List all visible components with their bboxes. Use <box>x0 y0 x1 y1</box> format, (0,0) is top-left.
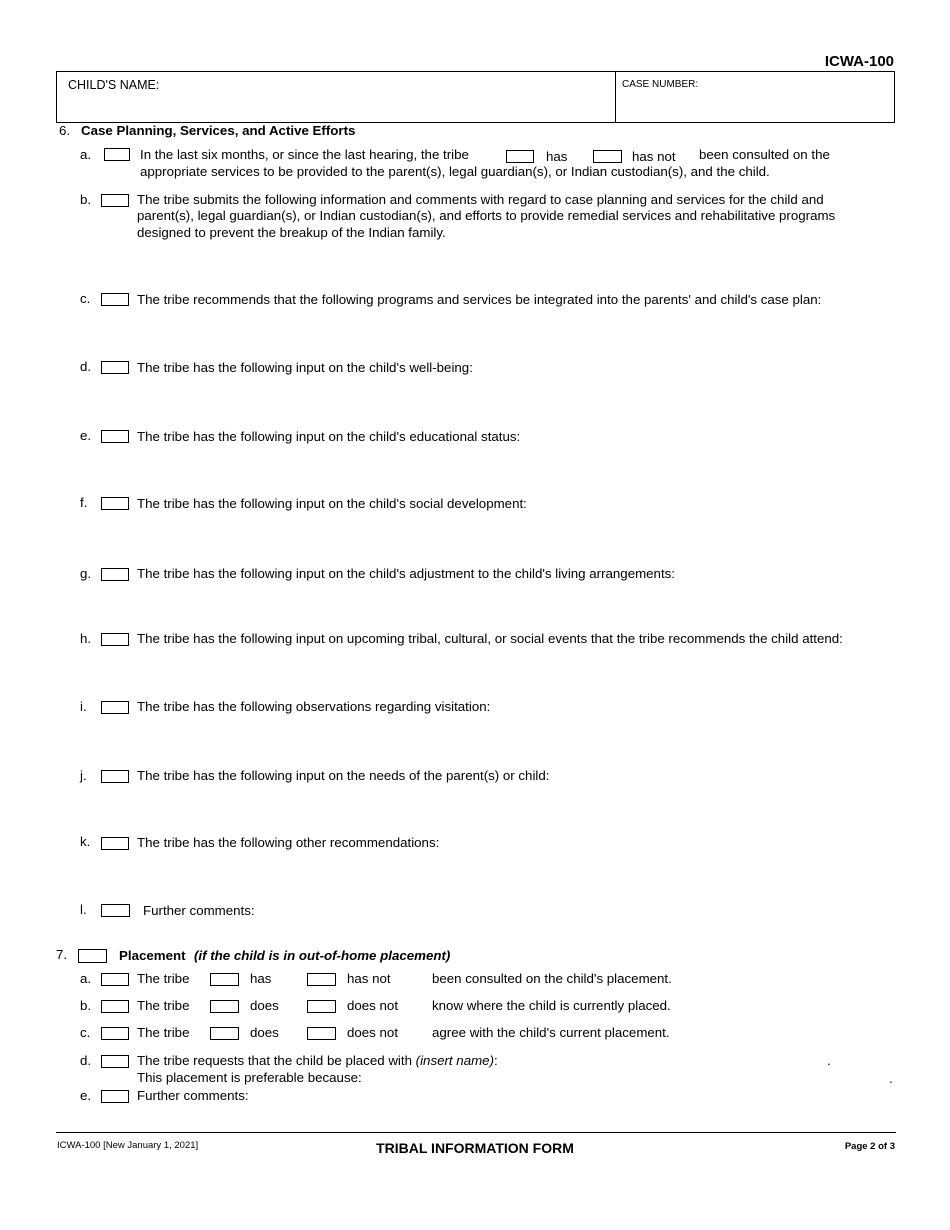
footer-page-number: Page 2 of 3 <box>844 1141 895 1152</box>
item6f-letter: f. <box>80 495 88 510</box>
item6l-letter: l. <box>80 902 87 917</box>
item7b-does-label: does <box>250 998 279 1013</box>
item7d-colon: : <box>494 1053 498 1068</box>
item7c-lead: The tribe <box>137 1025 190 1040</box>
item7d-dot1: . <box>827 1053 831 1068</box>
item6e-checkbox[interactable] <box>101 430 129 443</box>
footer-form-revision: ICWA-100 [New January 1, 2021] <box>57 1140 199 1151</box>
item6a-letter: a. <box>80 147 92 162</box>
section7-title: Placement <box>119 948 186 963</box>
item6e-text: The tribe has the following input on the child's educational status: <box>137 429 521 444</box>
item6g-letter: g. <box>80 566 92 581</box>
item6c-letter: c. <box>80 291 91 306</box>
item6d-checkbox[interactable] <box>101 361 129 374</box>
item6g-checkbox[interactable] <box>101 568 129 581</box>
item6h-letter: h. <box>80 631 92 646</box>
item7b-does-not-label: does not <box>347 998 399 1013</box>
item7c-letter: c. <box>80 1025 91 1040</box>
item6l-text: Further comments: <box>143 903 255 918</box>
item7c-does-not-checkbox[interactable] <box>307 1027 336 1040</box>
item7b-checkbox[interactable] <box>101 1000 129 1013</box>
item7d-text1: The tribe requests that the child be placed with <box>137 1053 412 1068</box>
item6j-letter: j. <box>80 768 87 783</box>
footer-rule <box>56 1132 896 1133</box>
item6c-checkbox[interactable] <box>101 293 129 306</box>
item6f-text: The tribe has the following input on the child's social development: <box>137 496 527 511</box>
item7a-tail: been consulted on the child's placement. <box>432 971 672 986</box>
item6g-text: The tribe has the following input on the child's adjustment to the child's living arrangements: <box>137 566 675 581</box>
item6i-text: The tribe has the following observations regarding visitation: <box>137 699 491 714</box>
item6b-line2: parent(s), legal guardian(s), or Indian custodian(s), and efforts to provide remedial services and rehabilitative programs <box>137 208 836 223</box>
item7e-text: Further comments: <box>137 1088 249 1103</box>
item7c-tail: agree with the child's current placement. <box>432 1025 670 1040</box>
item6a-text2: been consulted on the <box>699 147 830 162</box>
item7b-does-not-checkbox[interactable] <box>307 1000 336 1013</box>
item6f-checkbox[interactable] <box>101 497 129 510</box>
item7a-has-checkbox[interactable] <box>210 973 239 986</box>
section6-title: Case Planning, Services, and Active Efforts <box>81 123 356 138</box>
item7e-checkbox[interactable] <box>101 1090 129 1103</box>
item6d-letter: d. <box>80 359 92 374</box>
item7d-letter: d. <box>80 1053 92 1068</box>
item7c-does-not-label: does not <box>347 1025 399 1040</box>
childs-name-label: CHILD'S NAME: <box>68 78 160 92</box>
item7d-checkbox[interactable] <box>101 1055 129 1068</box>
section7-number: 7. <box>56 947 68 962</box>
item6b-letter: b. <box>80 192 92 207</box>
item6h-checkbox[interactable] <box>101 633 129 646</box>
item6i-letter: i. <box>80 699 87 714</box>
item7d-dot2: . <box>889 1071 893 1086</box>
item6h-text: The tribe has the following input on upcoming tribal, cultural, or social events that the tribe recommends the child attend: <box>137 631 843 646</box>
item6a-has-not-label: has not <box>632 149 676 164</box>
item7b-lead: The tribe <box>137 998 190 1013</box>
item7d-text2: This placement is preferable because: <box>137 1070 362 1085</box>
item7a-checkbox[interactable] <box>101 973 129 986</box>
item6b-line3: designed to prevent the breakup of the Indian family. <box>137 225 446 240</box>
case-number-label: CASE NUMBER: <box>622 79 699 90</box>
item6i-checkbox[interactable] <box>101 701 129 714</box>
item6b-line1: The tribe submits the following information and comments with regard to case planning and services for the child and <box>137 192 824 207</box>
item6e-letter: e. <box>80 428 92 443</box>
item6l-checkbox[interactable] <box>101 904 130 917</box>
item7b-does-checkbox[interactable] <box>210 1000 239 1013</box>
item6k-checkbox[interactable] <box>101 837 129 850</box>
section7-title-qualifier: (if the child is in out-of-home placement) <box>194 948 451 963</box>
caption-box <box>56 71 895 123</box>
item7c-does-label: does <box>250 1025 279 1040</box>
item7a-has-label: has <box>250 971 272 986</box>
item7e-letter: e. <box>80 1088 92 1103</box>
section6-number: 6. <box>59 123 71 138</box>
item6j-text: The tribe has the following input on the needs of the parent(s) or child: <box>137 768 550 783</box>
item7a-has-not-label: has not <box>347 971 391 986</box>
item6k-letter: k. <box>80 834 91 849</box>
footer-form-title: TRIBAL INFORMATION FORM <box>376 1140 574 1156</box>
caption-divider <box>615 72 616 122</box>
item7c-checkbox[interactable] <box>101 1027 129 1040</box>
item7d-insert-name: (insert name) <box>415 1053 494 1068</box>
item6a-has-label: has <box>546 149 568 164</box>
item7d-text1-line <box>137 1053 498 1069</box>
item7a-has-not-checkbox[interactable] <box>307 973 336 986</box>
item6b-checkbox[interactable] <box>101 194 129 207</box>
item6c-text: The tribe recommends that the following programs and services be integrated into the parents' and child's case plan: <box>137 292 822 307</box>
item7c-does-checkbox[interactable] <box>210 1027 239 1040</box>
item7a-lead: The tribe <box>137 971 190 986</box>
item6a-has-not-checkbox[interactable] <box>593 150 622 163</box>
item7a-letter: a. <box>80 971 92 986</box>
item7b-letter: b. <box>80 998 92 1013</box>
item6j-checkbox[interactable] <box>101 770 129 783</box>
section7-checkbox[interactable] <box>78 949 107 963</box>
item6d-text: The tribe has the following input on the child's well-being: <box>137 360 473 375</box>
item6a-checkbox[interactable] <box>104 148 130 161</box>
item6a-text3: appropriate services to be provided to the parent(s), legal guardian(s), or Indian custodian(s), and the child. <box>140 164 770 179</box>
item6k-text: The tribe has the following other recommendations: <box>137 835 440 850</box>
item6a-has-checkbox[interactable] <box>506 150 534 163</box>
item7b-tail: know where the child is currently placed. <box>432 998 671 1013</box>
form-id: ICWA-100 <box>824 53 894 70</box>
item6a-text1: In the last six months, or since the last hearing, the tribe <box>140 147 469 162</box>
